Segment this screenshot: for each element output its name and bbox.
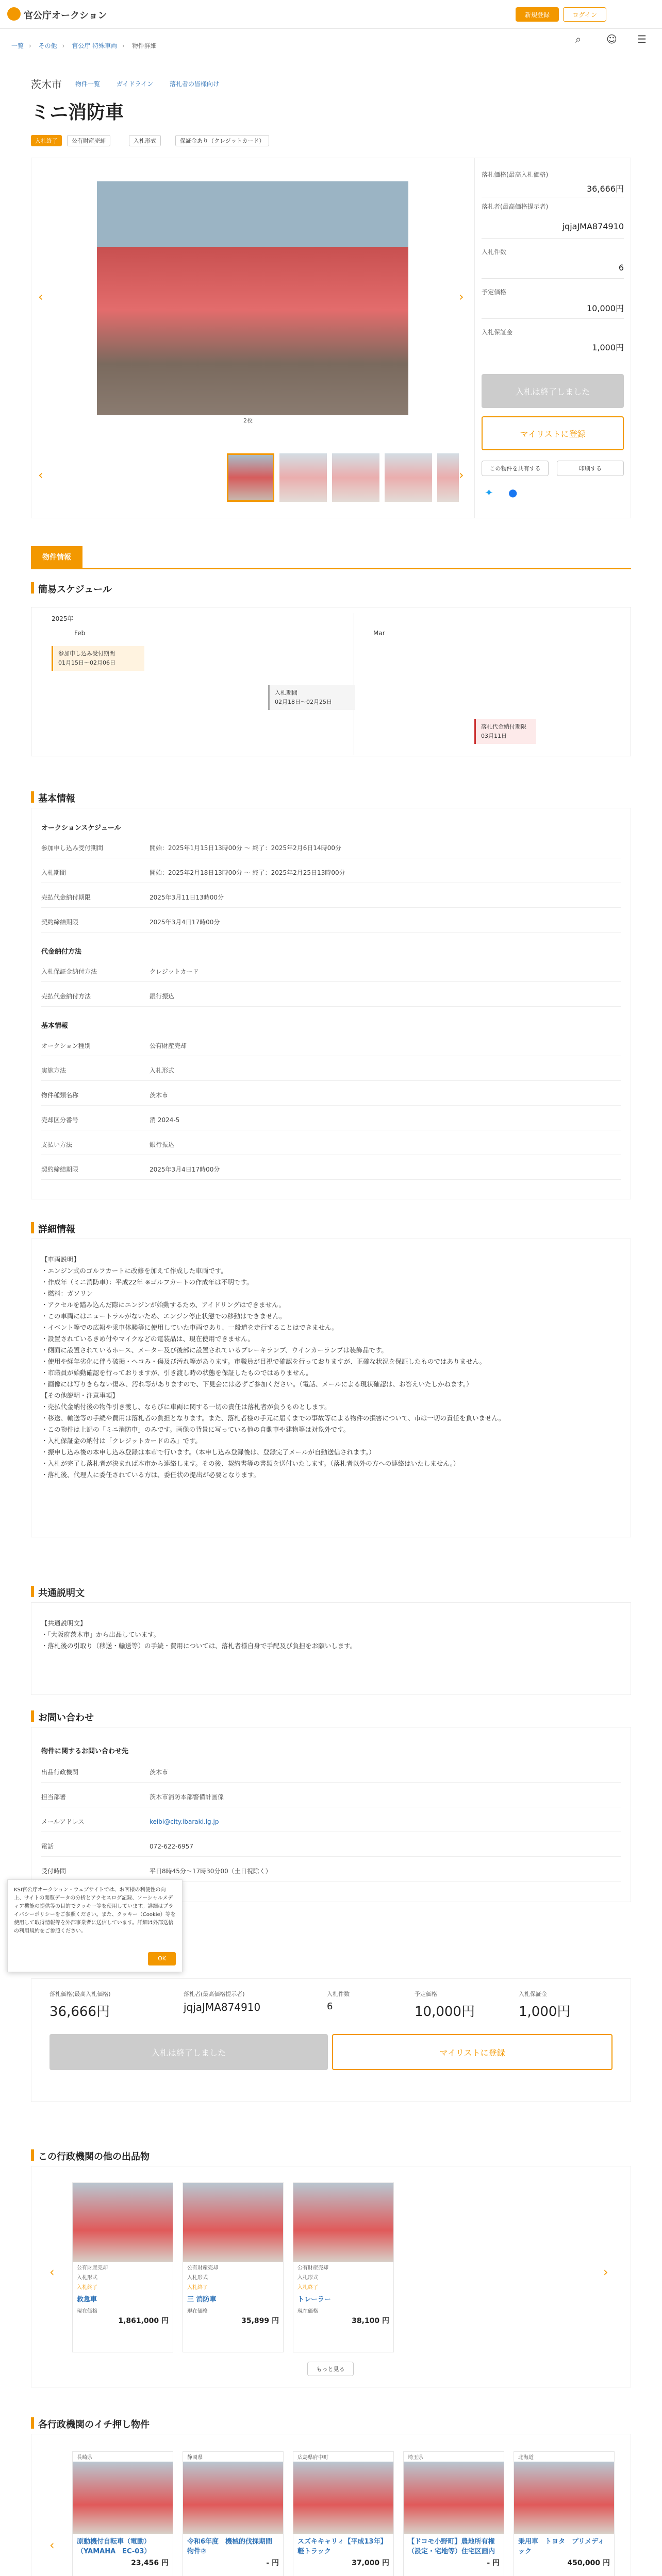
card-price: 37,000 円 — [352, 2559, 389, 2567]
org-name: 茨木市 — [31, 78, 62, 91]
info-value: 入札形式 — [150, 1067, 175, 1074]
product-thumbnail[interactable] — [293, 2183, 393, 2262]
summary-label: 落札価格(最高入札価格) — [49, 1991, 111, 1997]
info-row — [41, 838, 621, 858]
schedule-event: 落札代金納付期限 03月11日 — [474, 719, 536, 744]
info-key: 参加申し込み受付期間 — [41, 844, 104, 852]
cookie-text: KSI官公庁オークション・ウェブサイトでは、お客様の利便性の向上、サイトの閲覧データの分析とアクセスログ記録、ソーシャルメディア機能の提供等の目的でクッキー等を使用しています。詳細はプライバシーポリシーをご参照ください。また、クッキー（Cookie）等を使用して取得情報等を外部事業者に送信しています。詳細は外部送信の利用規約をご参照ください。 — [14, 1887, 176, 1934]
info-key: 売払代金納付方法 — [41, 993, 91, 1000]
thumbnail[interactable] — [332, 453, 379, 502]
contact-value: 072-622-6957 — [150, 1842, 194, 1850]
breadcrumb-current: 物件詳細 — [131, 42, 157, 49]
tab-item-info[interactable]: 物件情報 — [31, 546, 82, 568]
card-title[interactable]: 令和6年度 機械的伐採期間 物件② — [187, 2538, 279, 2555]
card-meta: 公有財産売却 — [297, 2265, 328, 2271]
contact-row — [41, 1811, 621, 1832]
info-key: 支払い方法 — [41, 1141, 73, 1148]
deposit-label: 入札保証金 — [482, 329, 513, 336]
product-card[interactable] — [183, 2451, 284, 2576]
chevron-left-icon[interactable]: ‹ — [49, 2538, 55, 2552]
signup-button[interactable]: 新規登録 — [516, 7, 559, 22]
info-value: 消 2024-5 — [150, 1116, 180, 1124]
info-row — [41, 1085, 621, 1106]
card-pref: 広島県府中町 — [297, 2455, 328, 2461]
product-card[interactable] — [183, 2182, 284, 2352]
product-image[interactable] — [97, 181, 408, 415]
product-thumbnail[interactable] — [183, 2183, 283, 2262]
org-link[interactable]: 落札者の皆様向け — [169, 80, 219, 88]
menu-icon[interactable]: ☰ — [637, 33, 647, 45]
info-row — [41, 912, 621, 933]
card-pref: 静岡県 — [187, 2455, 203, 2461]
card-title[interactable]: トレーラー — [297, 2296, 332, 2303]
info-value: 2025年3月4日17時00分 — [150, 1166, 220, 1173]
common-text: 【共通説明文】 ・「大阪府茨木市」から出品しています。 ・落札後の引取り（移送・輸送等）の手続・費用については、落札者様自身で手配及び負担をお願いします。 — [41, 1619, 357, 1650]
picks-title: 各行政機関のイチ押し物件 — [38, 2419, 150, 2430]
facebook-icon[interactable]: ● — [508, 486, 518, 499]
cookie-ok-button[interactable]: OK — [148, 1952, 176, 1965]
chevron-left-icon[interactable]: ‹ — [38, 468, 43, 482]
card-price-label: 現在価格 — [187, 2309, 208, 2314]
twitter-icon[interactable]: ✦ — [485, 486, 493, 499]
card-price: 1,861,000 円 — [118, 2317, 169, 2325]
contact-value[interactable]: keibi@city.ibaraki.lg.jp — [150, 1818, 219, 1825]
summary-label: 落札者(最高価格提示者) — [184, 1991, 245, 1997]
cookie-banner — [7, 1879, 183, 1972]
estimate-label: 予定価格 — [482, 289, 507, 296]
thumbnail[interactable] — [437, 453, 459, 502]
winner-label: 落札者(最高価格提示者) — [482, 203, 549, 210]
product-thumbnail[interactable] — [73, 2183, 173, 2262]
more-button[interactable]: もっと見る — [307, 2362, 354, 2376]
card-price-label: 現在価格 — [297, 2309, 318, 2314]
share-link[interactable]: この物件を共有する — [482, 461, 549, 476]
info-row — [41, 961, 621, 982]
product-card[interactable] — [72, 2451, 173, 2576]
chevron-right-icon[interactable]: › — [459, 290, 464, 304]
product-thumbnail[interactable] — [404, 2462, 504, 2534]
basic-title: 基本情報 — [38, 793, 75, 804]
org-links — [75, 79, 219, 88]
estimate: 10,000円 — [587, 303, 624, 313]
schedule-chart — [31, 607, 631, 756]
schedule-month: Mar — [373, 630, 385, 637]
info-value: クレジットカード — [150, 968, 199, 975]
summary-price: 36,666円 — [49, 2004, 110, 2020]
card-meta: 入札形式 — [187, 2275, 208, 2281]
favorite-button[interactable]: マイリストに登録 — [482, 416, 624, 450]
site-header — [0, 0, 662, 29]
search-icon[interactable]: ⌕ — [575, 33, 582, 45]
card-title[interactable]: 三 消防車 — [187, 2296, 217, 2303]
product-card[interactable] — [72, 2182, 173, 2352]
thumbnail[interactable] — [385, 453, 432, 502]
common-title: 共通説明文 — [38, 1588, 85, 1599]
bid-price-label: 落札価格(最高入札価格) — [482, 171, 549, 178]
info-value: 茨木市 — [150, 1092, 169, 1099]
card-title[interactable]: 【ドコモ小野町】農地所有権（設定・宅地等）住宅区画内 — [408, 2538, 495, 2555]
details-title: 詳細情報 — [38, 1224, 75, 1235]
chevron-right-icon[interactable]: › — [459, 468, 464, 482]
card-price: - 円 — [487, 2559, 500, 2567]
contact-key: 電話 — [41, 1843, 54, 1850]
contact-row — [41, 1861, 621, 1882]
product-card[interactable] — [514, 2451, 615, 2576]
print-link[interactable]: 印刷する — [557, 461, 624, 476]
login-button[interactable]: ログイン — [563, 7, 606, 22]
info-key: オークション種別 — [41, 1042, 91, 1049]
product-card[interactable] — [293, 2451, 394, 2576]
type-badge: 保証金あり（クレジットカード） — [175, 135, 269, 146]
org-link[interactable]: 物件一覧 — [75, 80, 101, 88]
breadcrumb-item[interactable]: 一覧 — [11, 42, 24, 49]
chevron-left-icon[interactable]: ‹ — [38, 290, 43, 304]
contact-row — [41, 1836, 621, 1857]
info-key: 売払代金納付期限 — [41, 894, 91, 901]
summary-label: 入札保証金 — [519, 1991, 547, 1997]
info-key: 物件種類名称 — [41, 1092, 79, 1099]
contact-subheading: 物件に関するお問い合わせ先 — [41, 1748, 129, 1755]
breadcrumb-item[interactable]: その他 — [38, 42, 57, 49]
info-row — [41, 1060, 621, 1081]
bid-price: 36,666円 — [587, 184, 624, 194]
favorite-button[interactable]: マイリストに登録 — [332, 2034, 613, 2070]
card-title[interactable]: スズキキャリィ【平成13年】軽トラック — [297, 2538, 387, 2555]
info-row — [41, 1134, 621, 1155]
deposit: 1,000円 — [592, 343, 624, 352]
bids-label: 入札件数 — [482, 248, 507, 256]
winner: jqjaJMA874910 — [562, 222, 624, 231]
info-key: 契約締結期限 — [41, 919, 79, 926]
summary-estimate: 10,000円 — [415, 2004, 475, 2020]
type-badge: 公有財産売却 — [67, 135, 110, 146]
schedule-event: 入札期間 02月18日～02月25日 — [268, 685, 355, 710]
product-thumbnail[interactable] — [183, 2462, 283, 2534]
card-pref: 埼玉県 — [408, 2455, 423, 2461]
card-meta: 入札形式 — [297, 2275, 318, 2281]
product-thumbnail[interactable] — [73, 2462, 173, 2534]
breadcrumb-item[interactable]: 官公庁 特殊車両 — [72, 42, 118, 49]
contact-key: 出品行政機関 — [41, 1769, 79, 1776]
bid-button[interactable]: 入札は終了しました — [482, 374, 624, 408]
schedule-event: 参加申し込み受付期間 01月15日～02月06日 — [52, 646, 144, 671]
card-status: 入札終了 — [187, 2285, 208, 2291]
info-row — [41, 1159, 621, 1180]
summary-winner: jqjaJMA874910 — [184, 2001, 261, 2013]
card-meta: 公有財産売却 — [77, 2265, 108, 2271]
product-thumbnail[interactable] — [293, 2462, 393, 2534]
status-badge: 入札終了 — [31, 135, 62, 146]
summary-label: 予定価格 — [415, 1991, 437, 1997]
card-price: 38,100 円 — [352, 2317, 389, 2325]
info-value: 2025年3月4日17時00分 — [150, 919, 220, 926]
chevron-right-icon[interactable]: › — [603, 2265, 608, 2279]
card-status: 入札終了 — [77, 2285, 97, 2291]
product-card[interactable] — [403, 2451, 504, 2576]
info-row — [41, 1110, 621, 1130]
image-caption: 2枚 — [243, 417, 253, 424]
info-value: 開始：2025年1月15日13時00分 ～ 終了：2025年2月6日14時00分 — [150, 844, 341, 852]
card-title[interactable]: 原動機付自転車（電動）（YAMAHA EC-03） — [77, 2538, 151, 2555]
details-text: 【車両説明】 ・エンジン式のゴルフカートに改修を加えて作成した車両です。 ・作成年（ミニ消防車）：平成22年 ※ゴルフカートの作成年は不明です。 ・燃料：ガソリン ・アクセルを踏み込んだ際にエンジンが始動するため、アイドリングはできません。 ・この車両にはニュートラルがないため、エンジン停止状態での移動はできません。 ・イベント等での広報や乗車体験等に使用していた車両であり、一般道を走行することはできません。 ・設置されているきめ付やマイクなどの電装品は、現在使用できません。 ・側面に設置されているホース、メーター及び後部に設置されているブレーキランプ、ウインカーランプは装飾品です。 ・使用や経年劣化に伴う破損・ヘコみ・傷及び汚れ等があります。市職員が目視で確認を行っておりますが、正確な状況を保証したものではありません。 ・市職員が始動確認を行っておりますが、引き渡し時の状態を保証したものではありません。 ・画像には写りきらない傷み、汚れ等がありますので、下見会には必ずご参加ください。（電話、メールによる現状確認は、お答えいたしかねます。） 【その他説明・注意事項】 ・売払代金納付後の物件引き渡し、ならびに車両に関する一切の責任は落札者が負うものとします。 ・移送、輸送等の手続や費用は落札者の負担となります。また、落札者様の手元に届くまでの事故等による物件の損害について、市は一切の責任を負いません。 ・この物件は上記の「ミニ消防車」のみです。画像の背景に写っている他の自動車や建物等は対象外です。 ・入札保証金の納付は「クレジットカードのみ」です。 ・振申し込み後の本申し込み登録は本市で行います。（本申し込み登録後は、登録完了メールが自動送信されます。） ・入札が完了し落札者が決まれば本市から連絡します。その後、契約書等の書類を送付いたします。（落札者以外の方への連絡はいたしません。） ・落札後、代理人に委任されている方は、委任状の提出が必要となります。 — [41, 1256, 505, 1479]
info-value: 2025年3月11日13時00分 — [150, 894, 224, 901]
info-row — [41, 887, 621, 908]
thumbnail[interactable] — [227, 453, 274, 502]
card-status: 入札終了 — [297, 2285, 318, 2291]
info-value: 開始：2025年2月18日13時00分 ～ 終了：2025年2月25日13時00分 — [150, 869, 345, 876]
info-key: 契約締結期限 — [41, 1166, 79, 1173]
card-price: - 円 — [266, 2559, 279, 2567]
info-row — [41, 1036, 621, 1056]
info-key: 入札期間 — [41, 869, 67, 876]
chevron-left-icon[interactable]: ‹ — [49, 2265, 55, 2279]
schedule-year: 2025年 — [52, 615, 74, 622]
product-thumbnail[interactable] — [514, 2462, 614, 2534]
bid-button[interactable]: 入札は終了しました — [49, 2034, 328, 2070]
info-key: 実施方法 — [41, 1067, 67, 1074]
contact-row — [41, 1787, 621, 1807]
info-value: 銀行振込 — [150, 993, 175, 1000]
card-price: 23,456 円 — [131, 2559, 169, 2567]
contact-value: 茨木市消防本部警備計画係 — [150, 1793, 224, 1801]
summary-label: 入札件数 — [327, 1991, 350, 1997]
card-title[interactable]: 乗用車 トヨタ プリメディック — [518, 2538, 605, 2555]
card-pref: 北海道 — [518, 2455, 534, 2461]
contact-value: 茨木市 — [150, 1769, 169, 1776]
basic-group-heading: 基本情報 — [41, 1022, 69, 1030]
card-pref: 長崎県 — [77, 2455, 92, 2461]
bid-count: 6 — [618, 263, 624, 273]
card-price: 450,000 円 — [567, 2559, 610, 2567]
org-link[interactable]: ガイドライン — [116, 80, 154, 88]
schedule-month: Feb — [74, 630, 86, 637]
contact-key: 担当部署 — [41, 1793, 67, 1801]
schedule-title: 簡易スケジュール — [38, 584, 112, 595]
card-meta: 公有財産売却 — [187, 2265, 218, 2271]
breadcrumb: 一覧 › その他 › 官公庁 特殊車両 › 物件詳細 — [11, 42, 157, 49]
product-card[interactable] — [293, 2182, 394, 2352]
card-price-label: 現在価格 — [77, 2309, 97, 2314]
thumbnail[interactable] — [279, 453, 327, 502]
info-row — [41, 986, 621, 1007]
contact-key: メールアドレス — [41, 1818, 85, 1825]
logo-icon — [7, 7, 21, 21]
contact-key: 受付時間 — [41, 1868, 67, 1875]
card-title[interactable]: 救急車 — [77, 2296, 97, 2303]
basic-group-heading: オークションスケジュール — [41, 824, 121, 832]
info-key: 入札保証金納付方法 — [41, 968, 97, 975]
info-key: 売却区分番号 — [41, 1116, 79, 1124]
contact-title: お問い合わせ — [38, 1713, 94, 1723]
info-value: 公有財産売却 — [150, 1042, 187, 1049]
basic-group-heading: 代金納付方法 — [41, 948, 82, 956]
site-logo[interactable]: 官公庁オークション — [24, 10, 107, 21]
summary-bids: 6 — [327, 2001, 333, 2012]
info-row — [41, 862, 621, 883]
summary-deposit: 1,000円 — [519, 2004, 571, 2020]
user-icon[interactable]: ☺ — [606, 33, 617, 45]
related-title: この行政機関の他の出品物 — [38, 2151, 150, 2162]
info-value: 銀行振込 — [150, 1141, 175, 1148]
contact-value: 平日8時45分～17時30分00（土日祝除く） — [150, 1868, 272, 1875]
card-price: 35,899 円 — [241, 2317, 279, 2325]
page-title: ミニ消防車 — [31, 102, 124, 123]
card-meta: 入札形式 — [77, 2275, 97, 2281]
contact-row — [41, 1762, 621, 1783]
type-badge: 入札形式 — [129, 135, 161, 146]
